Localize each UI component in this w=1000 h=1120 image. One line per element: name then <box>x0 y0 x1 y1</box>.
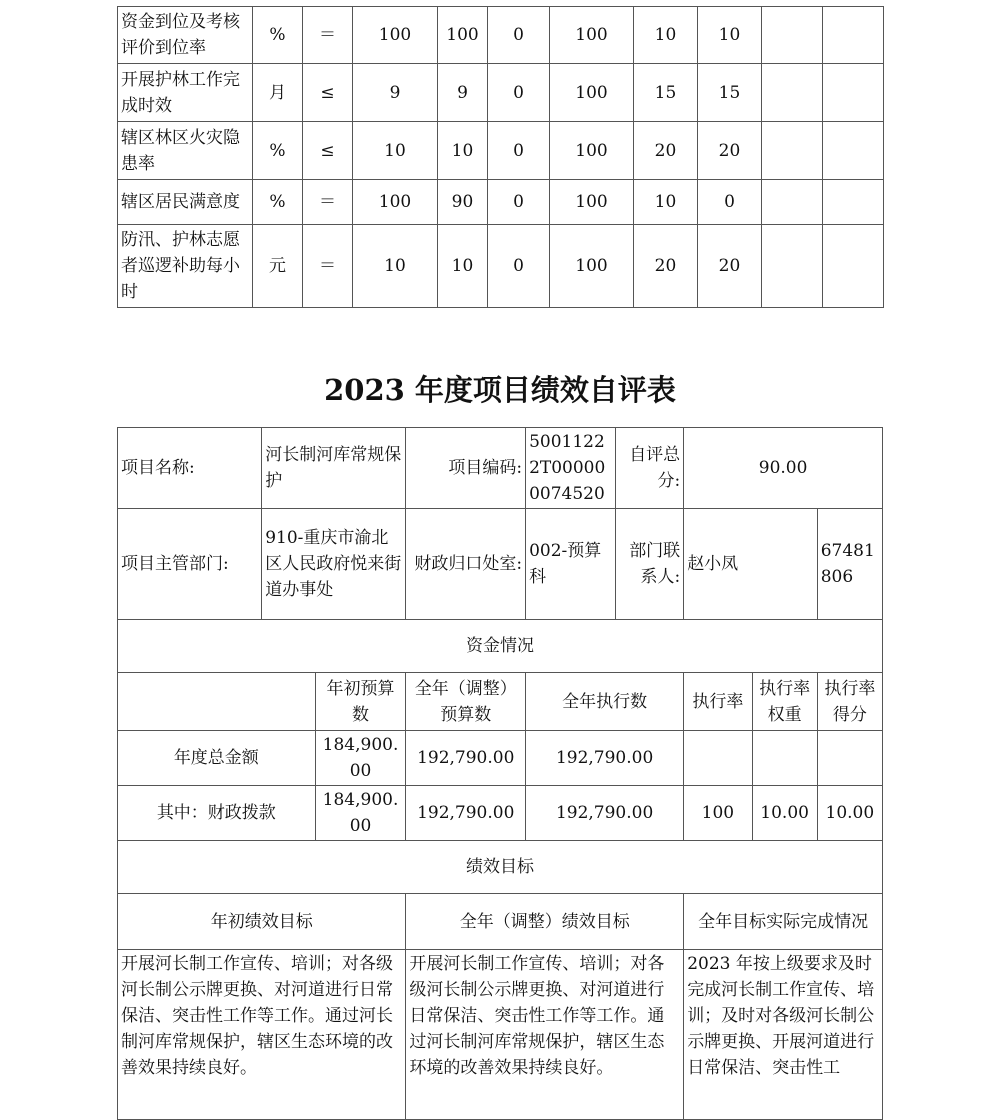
indicator-unit: % <box>253 180 303 225</box>
indicator-row <box>118 64 884 122</box>
indicator-actual: 100 <box>438 7 488 64</box>
indicator-score: 0 <box>698 180 762 225</box>
funds-row-executed: 192,790.00 <box>526 731 684 786</box>
indicator-name: 辖区林区火灾隐患率 <box>118 122 253 180</box>
self-score-label: 自评总分: <box>615 428 683 509</box>
indicator-weight: 10 <box>634 180 698 225</box>
indicator-blank-cell <box>762 64 823 122</box>
dept-label: 项目主管部门: <box>118 509 262 620</box>
phone-value: 67481806 <box>820 541 875 587</box>
goals-header-row <box>118 894 883 950</box>
contact-value: 赵小凤 <box>684 509 818 620</box>
indicator-actual: 10 <box>438 122 488 180</box>
funds-row-adjusted: 192,790.00 <box>406 731 526 786</box>
funds-fiscal-row <box>118 786 883 841</box>
indicator-target: 10 <box>353 225 438 308</box>
funds-row-label: 年度总金额 <box>118 731 316 786</box>
indicator-name: 防汛、护林志愿者巡逻补助每小时 <box>118 225 253 308</box>
office-value: 002-预算科 <box>526 509 616 620</box>
indicator-row <box>118 7 884 64</box>
indicator-target: 10 <box>353 122 438 180</box>
indicator-blank-cell <box>823 64 884 122</box>
goals-section-title: 绩效目标 <box>118 841 883 894</box>
indicator-unit: % <box>253 7 303 64</box>
indicator-name: 辖区居民满意度 <box>118 180 253 225</box>
indicator-deviation: 0 <box>488 64 550 122</box>
indicator-blank-cell <box>762 180 823 225</box>
indicator-deviation: 0 <box>488 225 550 308</box>
funds-row-label: 其中：财政拨款 <box>118 786 316 841</box>
indicator-blank-cell <box>823 122 884 180</box>
goals-actual-text: 2023 年按上级要求及时完成河长制工作宣传、培训；及时对各级河长制公示牌更换、开展河道进行日常保洁、突击性工 <box>684 950 883 1120</box>
funds-header-weight: 执行率权重 <box>752 673 817 731</box>
department-row <box>118 509 883 620</box>
indicator-operator: ≤ <box>303 122 353 180</box>
self-score-value: 90.00 <box>684 428 883 509</box>
indicator-blank-cell <box>823 7 884 64</box>
indicator-blank-cell <box>762 7 823 64</box>
project-code-value: 50011222T000000074520 <box>526 428 616 509</box>
indicator-rate: 100 <box>550 122 634 180</box>
funds-header-budget: 年初预算数 <box>315 673 406 731</box>
project-name-label: 项目名称: <box>118 428 262 509</box>
indicator-weight: 20 <box>634 122 698 180</box>
funds-row-weight: 10.00 <box>752 786 817 841</box>
indicator-unit: 元 <box>253 225 303 308</box>
indicator-blank-cell <box>823 180 884 225</box>
indicator-row <box>118 122 884 180</box>
funds-section-title: 资金情况 <box>118 620 883 673</box>
funds-row-score: 10.00 <box>817 786 882 841</box>
funds-section-row <box>118 620 883 673</box>
indicator-blank-cell <box>762 225 823 308</box>
indicator-operator: ＝ <box>303 225 353 308</box>
indicator-deviation: 0 <box>488 180 550 225</box>
contact-label: 部门联系人: <box>615 509 683 620</box>
indicator-name: 资金到位及考核评价到位率 <box>118 7 253 64</box>
indicator-rate: 100 <box>550 64 634 122</box>
indicator-score: 20 <box>698 122 762 180</box>
funds-header-adjusted: 全年（调整）预算数 <box>406 673 526 731</box>
indicator-actual: 9 <box>438 64 488 122</box>
indicator-target: 100 <box>353 7 438 64</box>
funds-header-executed: 全年执行数 <box>526 673 684 731</box>
indicator-deviation: 0 <box>488 122 550 180</box>
indicator-weight: 20 <box>634 225 698 308</box>
goals-header-actual: 全年目标实际完成情况 <box>684 894 883 950</box>
goals-initial-text: 开展河长制工作宣传、培训；对各级河长制公示牌更换、对河道进行日常保洁、突击性工作等工作。通过河长制河库常规保护，辖区生态环境的改善效果持续良好。 <box>118 950 406 1120</box>
goals-section-row <box>118 841 883 894</box>
indicator-name: 开展护林工作完成时效 <box>118 64 253 122</box>
indicator-deviation: 0 <box>488 7 550 64</box>
funds-row-budget: 184,900.00 <box>315 786 406 841</box>
indicator-weight: 10 <box>634 7 698 64</box>
funds-header-rate: 执行率 <box>684 673 752 731</box>
indicator-rate: 100 <box>550 7 634 64</box>
indicator-weight: 15 <box>634 64 698 122</box>
indicator-unit: % <box>253 122 303 180</box>
funds-row-weight <box>752 731 817 786</box>
indicator-target: 9 <box>353 64 438 122</box>
indicator-row <box>118 225 884 308</box>
indicator-operator: ＝ <box>303 7 353 64</box>
indicator-table <box>117 6 884 308</box>
indicator-blank-cell <box>823 225 884 308</box>
funds-row-adjusted: 192,790.00 <box>406 786 526 841</box>
project-name-row <box>118 428 883 509</box>
office-label: 财政归口处室: <box>406 509 526 620</box>
indicator-blank-cell <box>762 122 823 180</box>
indicator-rate: 100 <box>550 225 634 308</box>
project-code-label: 项目编码: <box>406 428 526 509</box>
funds-total-row <box>118 731 883 786</box>
dept-value: 910-重庆市渝北区人民政府悦来街道办事处 <box>262 509 406 620</box>
funds-header-blank <box>118 673 316 731</box>
indicator-rate: 100 <box>550 180 634 225</box>
goals-header-initial: 年初绩效目标 <box>118 894 406 950</box>
indicator-score: 10 <box>698 7 762 64</box>
page-title: 2023 年度项目绩效自评表 <box>324 373 676 407</box>
funds-row-score <box>817 731 882 786</box>
funds-row-rate: 100 <box>684 786 752 841</box>
indicator-target: 100 <box>353 180 438 225</box>
phone-cell <box>817 509 882 620</box>
indicator-actual: 10 <box>438 225 488 308</box>
indicator-operator: ≤ <box>303 64 353 122</box>
goals-header-adjusted: 全年（调整）绩效目标 <box>406 894 684 950</box>
funds-header-row <box>118 673 883 731</box>
indicator-unit: 月 <box>253 64 303 122</box>
indicator-score: 20 <box>698 225 762 308</box>
indicator-operator: ＝ <box>303 180 353 225</box>
goals-content-row <box>118 950 883 1120</box>
indicator-row <box>118 180 884 225</box>
funds-row-rate <box>684 731 752 786</box>
goals-adjusted-text: 开展河长制工作宣传、培训；对各级河长制公示牌更换、对河道进行日常保洁、突击性工作等工作。通过河长制河库常规保护，辖区生态环境的改善效果持续良好。 <box>406 950 684 1120</box>
indicator-score: 15 <box>698 64 762 122</box>
funds-row-executed: 192,790.00 <box>526 786 684 841</box>
project-name-value: 河长制河库常规保护 <box>262 428 406 509</box>
funds-row-budget: 184,900.00 <box>315 731 406 786</box>
funds-header-score: 执行率得分 <box>817 673 882 731</box>
self-evaluation-table <box>117 427 883 1120</box>
indicator-actual: 90 <box>438 180 488 225</box>
